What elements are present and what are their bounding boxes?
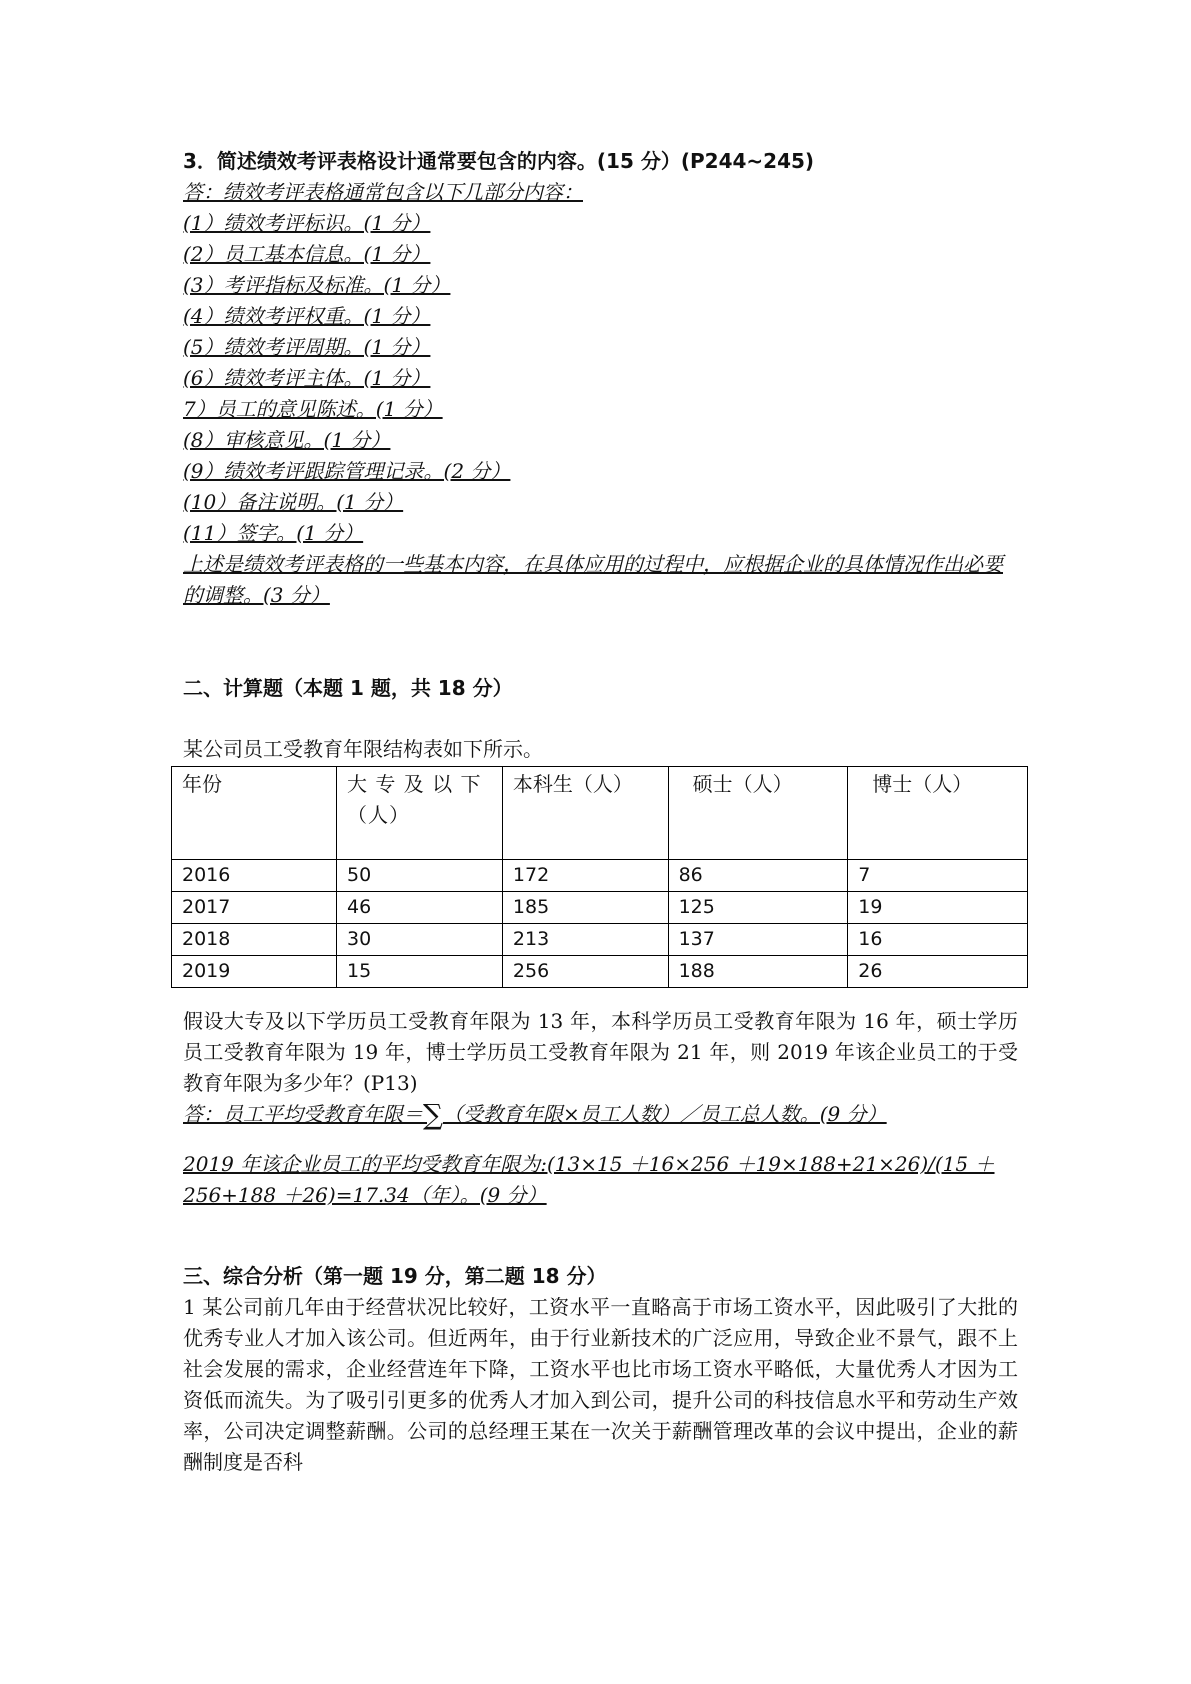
- case-paragraph: 1 某公司前几年由于经营状况比较好，工资水平一直略高于市场工资水平，因此吸引了大批的优秀专业人才加入该公司。但近两年，由于行业新技术的广泛应用，导致企业不景气，跟不上社会发展的需求，企业经营连年下降，工资水平也比市场工资水平略低，大量优秀人才因为工资低而流失。为了吸引引更多的优秀人才加入到公司，提升公司的科技信息水平和劳动生产效率，公司决定调整薪酬。公司的总经理王某在一次关于薪酬管理改革的会议中提出，企业的薪酬制度是否科: [183, 1295, 1018, 1474]
- answer-item: (4）绩效考评权重。(1 分）: [183, 304, 431, 328]
- section-3-title: 三、综合分析（第一题 19 分，第二题 18 分）: [183, 1264, 607, 1288]
- table-header-cell: 大 专 及 以 下（人）: [337, 767, 503, 860]
- sigma-symbol: ∑: [423, 1098, 443, 1131]
- answer-item: (2）员工基本信息。(1 分）: [183, 242, 431, 266]
- table-cell: 172: [502, 860, 668, 892]
- table-header-cell: 博士（人）: [848, 767, 1028, 860]
- answer-item: (1）绩效考评标识。(1 分）: [183, 211, 431, 235]
- answer-item: (3）考评指标及标准。(1 分）: [183, 273, 451, 297]
- answer-intro: 答：绩效考评表格通常包含以下几部分内容：: [183, 180, 583, 204]
- education-years-table: [171, 766, 1028, 988]
- table-cell: 16: [848, 924, 1028, 956]
- answer-item: (5）绩效考评周期。(1 分）: [183, 335, 431, 359]
- answer-item: 7）员工的意见陈述。(1 分）: [183, 397, 443, 421]
- table-cell: 7: [848, 860, 1028, 892]
- table-header-cell: 年份: [172, 767, 337, 860]
- table-cell: 19: [848, 892, 1028, 924]
- table-header-cell: 本科生（人）: [502, 767, 668, 860]
- table-cell: 188: [668, 956, 848, 988]
- table-cell: 46: [337, 892, 503, 924]
- table-cell: 213: [502, 924, 668, 956]
- table-header-cell: 硕士（人）: [668, 767, 848, 860]
- table-cell: 2018: [172, 924, 337, 956]
- calculation-result: 2019 年该企业员工的平均受教育年限为:(13×15 ＋16×256 ＋19×188+21×26)/(15 ＋256+188 ＋26)=17.34（年）。(9 分）: [183, 1152, 995, 1207]
- document-page: [183, 146, 1018, 1478]
- formula-answer: [183, 1099, 1018, 1139]
- table-row: [172, 860, 1028, 892]
- table-cell: 2019: [172, 956, 337, 988]
- question-3-title: 3．简述绩效考评表格设计通常要包含的内容。(15 分）(P244~245): [183, 149, 815, 173]
- table-intro: 某公司员工受教育年限结构表如下所示。: [183, 737, 543, 761]
- table-cell: 137: [668, 924, 848, 956]
- table-row: [172, 924, 1028, 956]
- table-cell: 15: [337, 956, 503, 988]
- answer-item: (9）绩效考评跟踪管理记录。(2 分）: [183, 459, 511, 483]
- table-cell: 185: [502, 892, 668, 924]
- formula-suffix: （受教育年限×员工人数）／员工总人数。(9 分）: [443, 1102, 887, 1126]
- table-cell: 2016: [172, 860, 337, 892]
- answer-item: (6）绩效考评主体。(1 分）: [183, 366, 431, 390]
- table-cell: 30: [337, 924, 503, 956]
- answer-item: (8）审核意见。(1 分）: [183, 428, 391, 452]
- table-row: [172, 956, 1028, 988]
- table-cell: 26: [848, 956, 1028, 988]
- table-header-row: [172, 767, 1028, 860]
- answer-item-list: [183, 208, 1018, 549]
- table-cell: 86: [668, 860, 848, 892]
- calculation-question: 假设大专及以下学历员工受教育年限为 13 年，本科学历员工受教育年限为 16 年，硕士学历员工受教育年限为 19 年，博士学历员工受教育年限为 21 年，则 2019 年该企业员工的于受教育年限为多少年？(P13): [183, 1009, 1018, 1095]
- formula-prefix: 答：员工平均受教育年限＝: [183, 1102, 423, 1126]
- answer-item: (10）备注说明。(1 分）: [183, 490, 404, 514]
- table-cell: 125: [668, 892, 848, 924]
- answer-summary: 上述是绩效考评表格的一些基本内容，在具体应用的过程中，应根据企业的具体情况作出必要的调整。(3 分）: [183, 552, 1003, 607]
- table-cell: 2017: [172, 892, 337, 924]
- table-row: [172, 892, 1028, 924]
- table-cell: 50: [337, 860, 503, 892]
- table-cell: 256: [502, 956, 668, 988]
- answer-item: (11）签字。(1 分）: [183, 521, 364, 545]
- section-2-title: 二、计算题（本题 1 题，共 18 分）: [183, 676, 513, 700]
